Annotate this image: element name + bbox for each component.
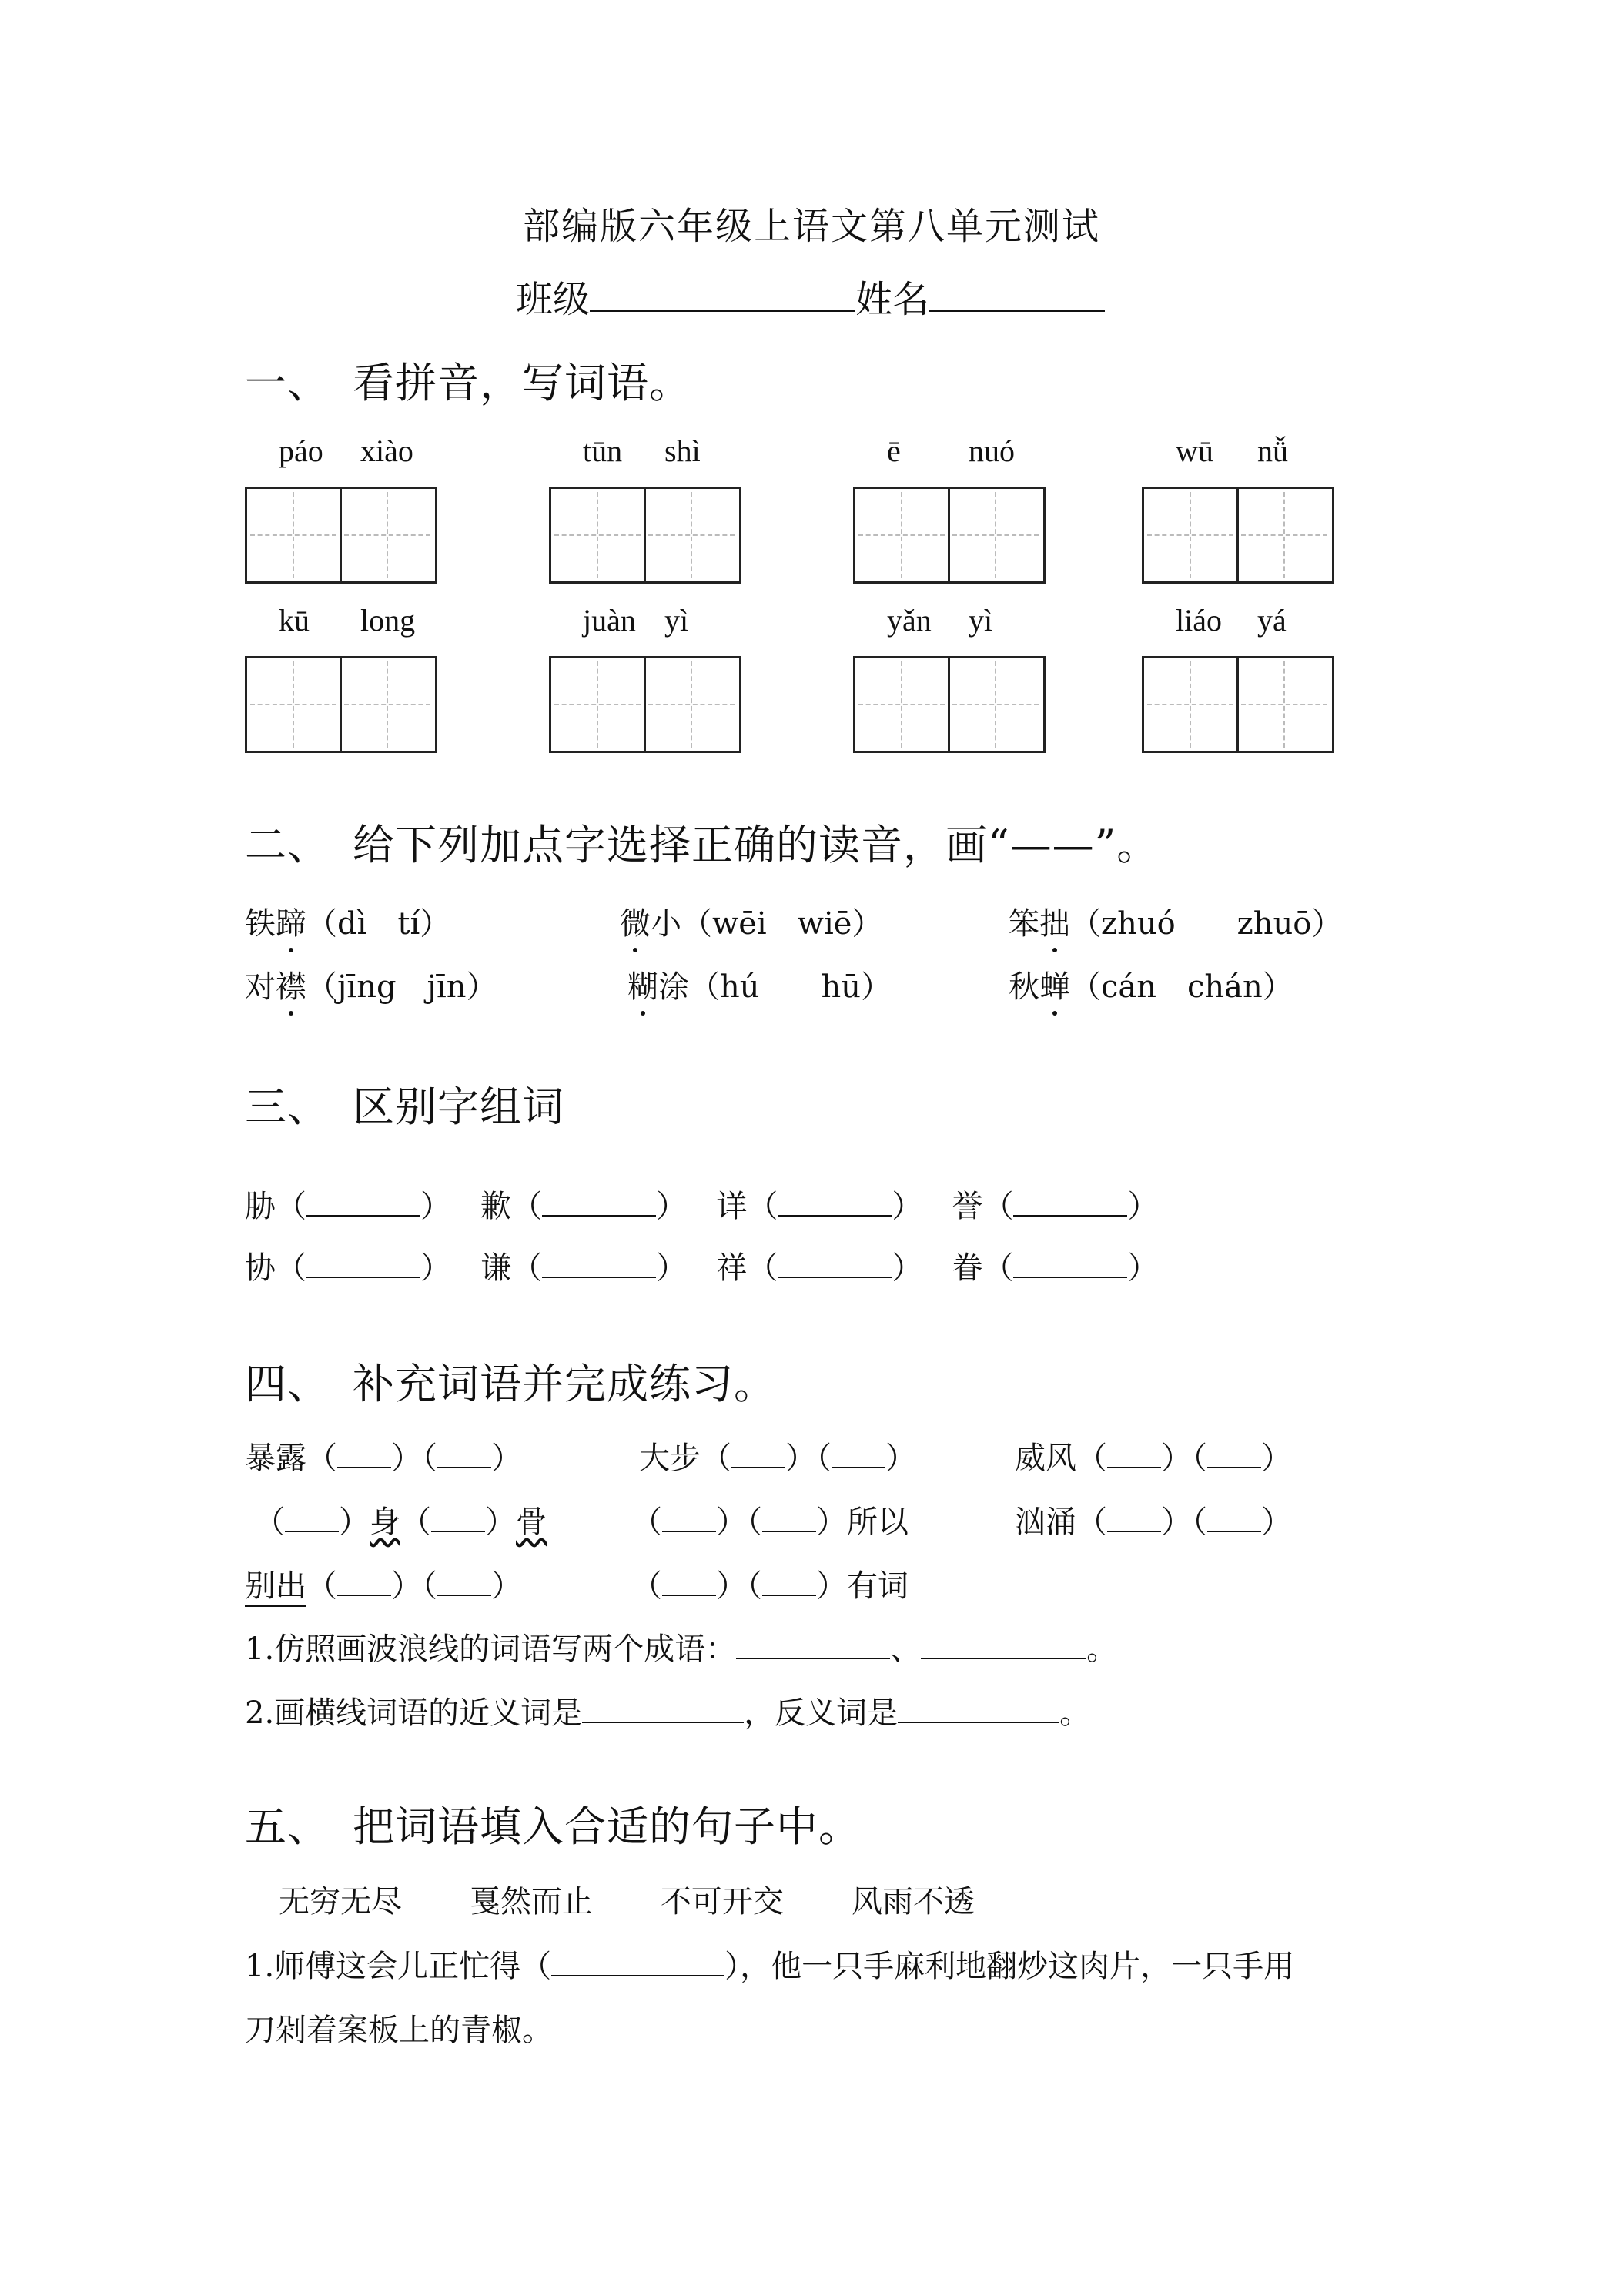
writing-cell[interactable] xyxy=(341,658,433,751)
writing-cell[interactable] xyxy=(855,658,950,751)
fill-word: （ ）（ ）有词 xyxy=(631,1568,909,1604)
pinyin-syllable: xiào xyxy=(360,433,413,468)
word-bank: 无穷无尽 戛然而止 不可开交 风雨不透 xyxy=(279,1884,975,1919)
sentence-1-cont: 刀剁着案板上的青椒。 xyxy=(245,2013,553,2048)
sentence-1: 1.师傅这会儿正忙得（ ），他一只手麻利地翻炒这肉片，一只手用 xyxy=(245,1949,1295,1984)
char-word-row-2: 协（ ） 谦（ ） 祥（ ） 眷（ ） xyxy=(245,1250,1159,1286)
writing-cell[interactable] xyxy=(1144,658,1239,751)
name-label: 姓名 xyxy=(855,278,930,321)
reading-item: 秋蝉（cán chán） xyxy=(1009,969,1293,1005)
writing-cell[interactable] xyxy=(1144,489,1239,581)
writing-grid[interactable] xyxy=(853,656,1046,753)
writing-grid[interactable] xyxy=(245,487,437,584)
pinyin-syllable: liáo xyxy=(1176,603,1222,638)
pinyin-syllable: nuó xyxy=(969,433,1015,468)
writing-cell[interactable] xyxy=(1238,658,1330,751)
fill-word: 威风（ ）（ ） xyxy=(1015,1441,1292,1476)
fill-word: 大步（ ）（ ） xyxy=(639,1441,916,1476)
question-2: 2.画横线词语的近义词是 ，反义词是 。 xyxy=(245,1695,1091,1731)
fill-word: 暴露（ ）（ ） xyxy=(245,1441,522,1476)
section-5-heading: 五、 把词语填入合适的句子中。 xyxy=(245,1802,861,1851)
reading-item: 笨拙（zhuó zhuō） xyxy=(1009,906,1343,942)
pinyin-syllable: shì xyxy=(664,433,701,468)
writing-cell[interactable] xyxy=(949,489,1042,581)
pinyin-syllable: yǎn xyxy=(887,603,932,638)
writing-grid[interactable] xyxy=(549,656,741,753)
reading-item: 铁蹄（dì tí） xyxy=(245,906,451,942)
page-title: 部编版六年级上语文第八单元测试 xyxy=(522,205,1100,248)
writing-grid[interactable] xyxy=(549,487,741,584)
class-field[interactable] xyxy=(590,276,855,312)
fill-word: 别出（ ）（ ） xyxy=(245,1561,522,1607)
pinyin-syllable: long xyxy=(360,603,416,638)
writing-cell[interactable] xyxy=(551,489,646,581)
writing-cell[interactable] xyxy=(1238,489,1330,581)
pinyin-syllable: wū xyxy=(1176,433,1213,468)
reading-item: 微小（wēi wiē） xyxy=(620,906,883,942)
writing-cell[interactable] xyxy=(949,658,1042,751)
char-word-row-1: 胁（ ） 歉（ ） 详（ ） 誉（ ） xyxy=(245,1189,1159,1224)
writing-cell[interactable] xyxy=(247,489,342,581)
question-1: 1.仿照画波浪线的词语写两个成语： 、 。 xyxy=(245,1632,1118,1667)
reading-item: 糊涂（hú hū） xyxy=(627,969,892,1005)
name-field[interactable] xyxy=(929,276,1105,312)
section-3-heading: 三、 区别字组词 xyxy=(245,1083,564,1131)
writing-cell[interactable] xyxy=(551,658,646,751)
section-4-heading: 四、 补充词语并完成练习。 xyxy=(245,1360,776,1408)
pinyin-syllable: tūn xyxy=(583,433,623,468)
writing-cell[interactable] xyxy=(645,658,738,751)
section-1-heading: 一、 看拼音，写词语。 xyxy=(245,359,691,407)
writing-cell[interactable] xyxy=(247,658,342,751)
reading-item: 对襟（jīng jīn） xyxy=(245,969,497,1005)
writing-cell[interactable] xyxy=(645,489,738,581)
fill-word: （ ）身（ ）骨 xyxy=(254,1504,547,1540)
class-name-line xyxy=(516,269,1105,323)
writing-grid[interactable] xyxy=(853,487,1046,584)
pinyin-syllable: juàn xyxy=(583,603,636,638)
writing-cell[interactable] xyxy=(341,489,433,581)
writing-cell[interactable] xyxy=(855,489,950,581)
pinyin-syllable: kū xyxy=(279,603,310,638)
class-label: 班级 xyxy=(516,278,591,321)
pinyin-syllable: ē xyxy=(887,433,901,468)
pinyin-syllable: nǚ xyxy=(1257,433,1288,468)
pinyin-syllable: yì xyxy=(664,603,689,638)
pinyin-syllable: yá xyxy=(1257,603,1287,638)
pinyin-syllable: páo xyxy=(279,433,323,468)
fill-word: 汹涌（ ）（ ） xyxy=(1015,1504,1292,1540)
writing-grid[interactable] xyxy=(245,656,437,753)
section-2-heading: 二、 给下列加点字选择正确的读音，画“——”。 xyxy=(245,821,1160,869)
writing-grid[interactable] xyxy=(1142,656,1334,753)
writing-grid[interactable] xyxy=(1142,487,1334,584)
pinyin-syllable: yì xyxy=(969,603,993,638)
fill-word: （ ）（ ）所以 xyxy=(631,1504,909,1540)
